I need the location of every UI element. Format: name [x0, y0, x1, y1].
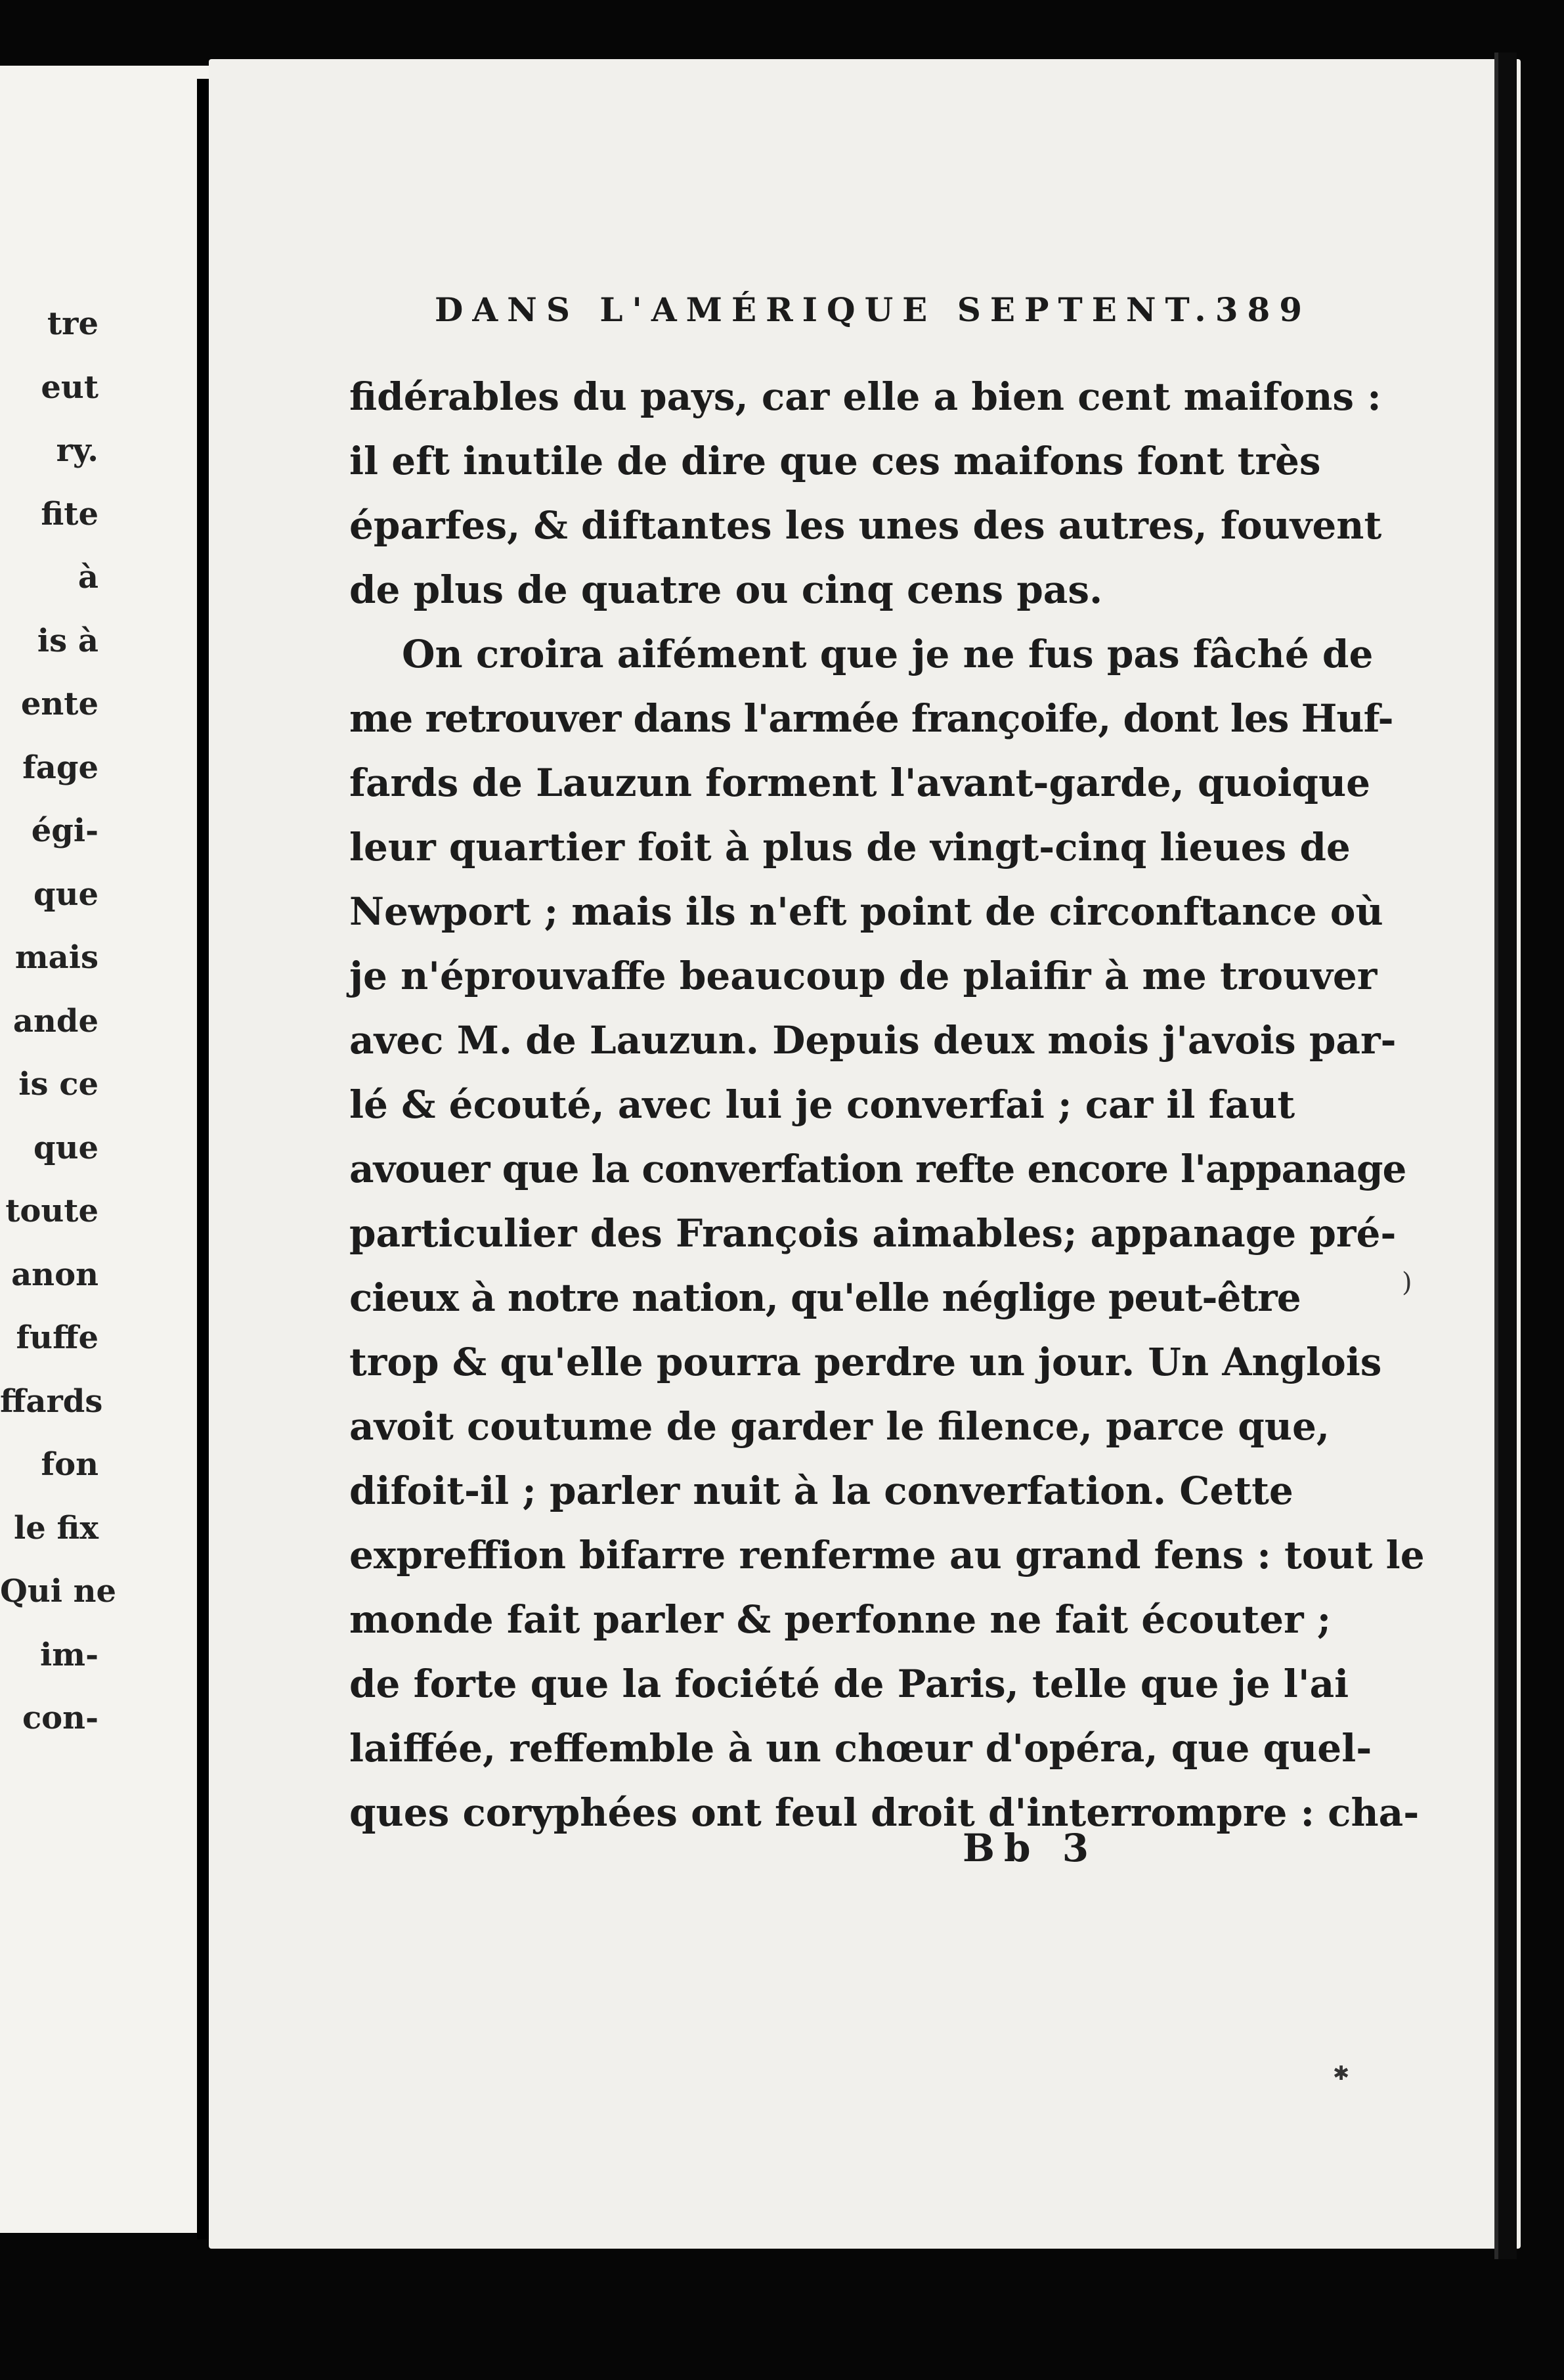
text-line: expreffion bifarre renferme au grand fens : tout le	[349, 1533, 1425, 1577]
text-line: me retrouver dans l'armée françoife, dont les Huf-	[349, 696, 1393, 741]
left-page-line: égi-	[31, 812, 98, 849]
left-page-line: con-	[22, 1700, 98, 1736]
left-page-line: toute	[5, 1193, 98, 1229]
left-page-line: im-	[40, 1636, 98, 1673]
left-page-text-fragments	[0, 292, 117, 1750]
left-page-line: ande	[12, 1002, 98, 1040]
book-gutter	[197, 79, 210, 2239]
signature-mark: Bb 3	[963, 1826, 1098, 1870]
running-head	[435, 290, 1312, 329]
text-line: fidérables du pays, car elle a bien cent maifons :	[349, 374, 1381, 419]
left-page-line: le fix	[14, 1509, 98, 1547]
text-line: Newport ; mais ils n'eft point de circonftance où	[349, 889, 1383, 934]
body-text	[349, 364, 1425, 1845]
left-page-line: à	[77, 559, 98, 596]
left-page-line: fon	[41, 1446, 98, 1483]
left-page-line: ffards	[0, 1382, 103, 1420]
left-page-line: fage	[22, 749, 98, 786]
text-line: je n'éprouvaffe beaucoup de plaifir à me trouver	[349, 954, 1378, 998]
left-page-line: mais	[14, 939, 98, 976]
text-line: de plus de quatre ou cinq cens pas.	[349, 567, 1103, 612]
text-line: trop & qu'elle pourra perdre un jour. Un Anglois	[349, 1340, 1382, 1384]
text-line: avoit coutume de garder le filence, parce que,	[349, 1404, 1330, 1449]
text-line: leur quartier foit à plus de vingt-cinq lieues de	[349, 825, 1351, 870]
text-line: fards de Lauzun forment l'avant-garde, quoique	[349, 760, 1371, 805]
text-line: monde fait parler & perfonne ne fait écouter ;	[349, 1597, 1332, 1642]
text-line: lé & écouté, avec lui je converfai ; car il faut	[349, 1082, 1295, 1127]
page-edge	[1494, 53, 1517, 2259]
text-line: ques coryphées ont feul droit d'interrompre : cha-	[349, 1790, 1420, 1835]
text-line: laiffée, reffemble à un chœur d'opéra, que quel-	[349, 1726, 1372, 1771]
text-line: cieux à notre nation, qu'elle néglige peut-être	[349, 1275, 1301, 1320]
text-line: On croira aifément que je ne fus pas fâché de	[402, 632, 1374, 676]
text-line: il eft inutile de dire que ces maifons font très	[349, 439, 1321, 483]
running-head-title: DANS L'AMÉRIQUE SEPTENT.	[435, 290, 1215, 329]
left-page-line: que	[33, 875, 98, 913]
page-speck: ✱	[1333, 2062, 1350, 2085]
left-page-line: is à	[37, 622, 98, 659]
left-page-line: is ce	[18, 1066, 98, 1103]
left-page-line: Qui ne	[0, 1573, 117, 1610]
left-page-line: eut	[41, 368, 98, 406]
text-line: difoit-il ; parler nuit à la converfation. Cette	[349, 1468, 1293, 1513]
left-page-line: tre	[47, 305, 98, 342]
left-page-line: ente	[20, 686, 98, 722]
text-line: de forte que la fociété de Paris, telle que je l'ai	[349, 1662, 1349, 1706]
left-page-line: ry.	[56, 432, 98, 469]
left-page-line: que	[33, 1129, 98, 1166]
text-line: particulier des François aimables; appanage pré-	[349, 1211, 1397, 1256]
text-line: éparfes, & diftantes les unes des autres, fouvent	[349, 503, 1382, 548]
text-line: avouer que la converfation refte encore l'appanage	[349, 1147, 1406, 1191]
left-page-line: anon	[11, 1256, 98, 1293]
left-page-line: fuffe	[16, 1319, 98, 1356]
page-speck: )	[1402, 1267, 1412, 1298]
text-line: avec M. de Lauzun. Depuis deux mois j'avois par-	[349, 1018, 1397, 1063]
left-page-line: fite	[41, 495, 98, 533]
page-number: 389	[1215, 290, 1312, 329]
